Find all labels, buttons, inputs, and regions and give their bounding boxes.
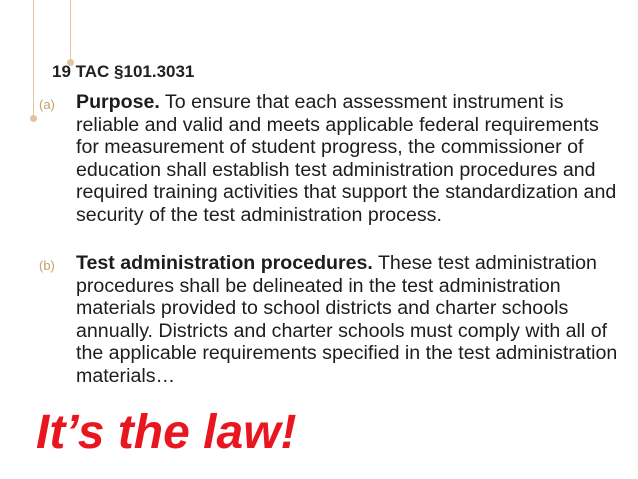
item-a-marker: (a) xyxy=(39,97,55,112)
item-b-paragraph xyxy=(76,252,621,387)
item-a-text: To ensure that each assessment instrument is reliable and valid and meets applicable federal requirements for measurement of student progress, the commissioner of education shall establish test administration procedures and required training activities that support the standardization and security of the test administration process. xyxy=(76,91,617,226)
item-a-paragraph xyxy=(76,91,621,226)
decorative-line-left xyxy=(33,0,34,118)
item-b-term: Test administration procedures. xyxy=(76,252,373,274)
item-a-term: Purpose. xyxy=(76,91,160,113)
item-b-text: These test administration procedures shall be delineated in the test administration materials provided to school districts and charter schools annually. Districts and charter schools must comply with all of the applicable requirements specified in the test administration materials… xyxy=(76,252,618,387)
citation-heading: 19 TAC §101.3031 xyxy=(52,62,195,81)
decorative-line-right xyxy=(70,0,71,62)
decorative-dot-left xyxy=(30,115,37,122)
law-callout: It’s the law! xyxy=(36,406,297,459)
item-b-marker: (b) xyxy=(39,258,55,273)
